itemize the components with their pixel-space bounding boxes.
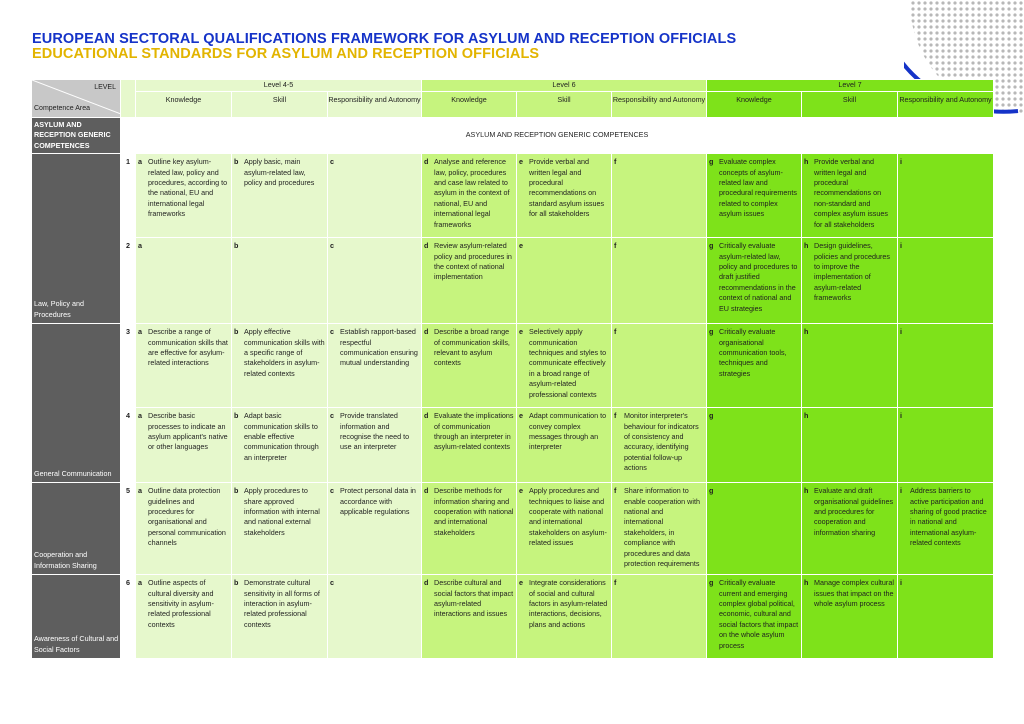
competence-cell bbox=[612, 154, 707, 238]
cell-letter: h bbox=[804, 486, 809, 496]
cell-text: Evaluate and draft organisational guidelines and procedures for cooperation and information sharing bbox=[814, 486, 894, 537]
competence-cell bbox=[802, 238, 898, 324]
competence-cell bbox=[232, 324, 328, 408]
cell-text: Evaluate complex concepts of asylum-related law and procedural requirements related to complex asylum issues bbox=[719, 157, 797, 219]
competence-cell bbox=[707, 408, 802, 483]
competence-cell bbox=[898, 575, 994, 659]
cell-letter: c bbox=[330, 411, 334, 421]
level-header-6: Level 6 bbox=[422, 80, 707, 92]
competence-cell bbox=[612, 324, 707, 408]
cell-text: Describe basic processes to indicate an asylum applicant's native or other languages bbox=[148, 411, 228, 452]
competence-cell bbox=[898, 154, 994, 238]
row-number: 6 bbox=[121, 575, 136, 659]
competence-cell bbox=[707, 483, 802, 575]
cell-letter: d bbox=[424, 327, 429, 337]
row-number: 2 bbox=[121, 238, 136, 324]
cell-text: Design guidelines, policies and procedures to improve the implementation of asylum-related frameworks bbox=[814, 241, 890, 303]
competence-cell bbox=[232, 483, 328, 575]
cell-letter: g bbox=[709, 411, 714, 421]
competence-cell bbox=[898, 408, 994, 483]
cell-text: Review asylum-related policy and procedures in the context of national implementation bbox=[434, 241, 512, 282]
cell-text: Outline aspects of cultural diversity and sensitivity in asylum-related professional contexts bbox=[148, 578, 214, 629]
cell-letter: f bbox=[614, 411, 617, 421]
cell-letter: g bbox=[709, 157, 714, 167]
cell-letter: a bbox=[138, 157, 142, 167]
competence-cell bbox=[802, 575, 898, 659]
cell-text: Critically evaluate organisational communication tools, techniques and strategies bbox=[719, 327, 787, 378]
cell-letter: c bbox=[330, 486, 334, 496]
cell-letter: e bbox=[519, 157, 524, 167]
area-section-header: ASYLUM AND RECEPTION GENERIC COMPETENCES bbox=[32, 118, 121, 154]
cell-text: Critically evaluate current and emerging complex global political, economic, cultural and social factors that impact on the whole asylum process bbox=[719, 578, 799, 650]
competence-cell bbox=[136, 483, 232, 575]
table-row bbox=[32, 324, 994, 408]
competence-area-label: Awareness of Cultural and Social Factors bbox=[34, 634, 119, 654]
cell-letter: a bbox=[138, 327, 142, 337]
cell-text: Outline data protection guidelines and procedures for organisational and personal communication channels bbox=[148, 486, 226, 548]
cell-text: Address barriers to active participation and sharing of good practice in national and international asylum-related contexts bbox=[910, 486, 987, 548]
competence-cell bbox=[517, 238, 612, 324]
competence-cell bbox=[707, 154, 802, 238]
competence-cell bbox=[898, 238, 994, 324]
table-row bbox=[32, 238, 994, 324]
cell-letter: h bbox=[804, 157, 809, 167]
document-subtitle: EDUCATIONAL STANDARDS FOR ASYLUM AND RECEPTION OFFICIALS bbox=[32, 46, 540, 62]
cell-letter: c bbox=[330, 578, 334, 588]
cell-letter: b bbox=[234, 241, 239, 251]
competence-area-cell bbox=[32, 154, 121, 324]
cell-text: Adapt basic communication skills to enable effective communication through an interpreter bbox=[244, 411, 319, 462]
cell-letter: f bbox=[614, 327, 617, 337]
cell-text: Provide verbal and written legal and procedural recommendations on standard asylum issues for all stakeholders bbox=[529, 157, 605, 219]
competence-cell bbox=[422, 238, 517, 324]
competence-area-label: Cooperation and Information Sharing bbox=[34, 550, 97, 570]
cell-letter: f bbox=[614, 578, 617, 588]
competence-cell bbox=[802, 324, 898, 408]
cell-letter: d bbox=[424, 411, 429, 421]
subheader-responsibility: Responsibility and Autonomy bbox=[612, 92, 707, 118]
competence-table bbox=[31, 79, 993, 663]
competence-cell bbox=[136, 324, 232, 408]
cell-letter: f bbox=[614, 241, 617, 251]
cell-text: Evaluate the implications of communication through an interpreter in asylum-related contexts bbox=[434, 411, 514, 452]
competence-cell bbox=[328, 575, 422, 659]
competence-cell bbox=[328, 154, 422, 238]
cell-text: Monitor interpreter's behaviour for indicators of consistency and accuracy, identifying potential follow-up actions bbox=[624, 411, 699, 473]
cell-letter: g bbox=[709, 486, 714, 496]
row-number: 1 bbox=[121, 154, 136, 238]
competence-cell bbox=[802, 154, 898, 238]
competence-area-cell bbox=[32, 483, 121, 575]
cell-text: Apply basic, main asylum-related law, policy and procedures bbox=[244, 157, 315, 188]
competence-cell bbox=[232, 154, 328, 238]
cell-text: Describe cultural and social factors that impact asylum-related interactions and issues bbox=[434, 578, 514, 619]
subheader-responsibility: Responsibility and Autonomy bbox=[898, 92, 994, 118]
cell-text: Analyse and reference law, policy, procedures and case law related to asylum in the context of national, EU and international legal frameworks bbox=[434, 157, 510, 229]
subheader-knowledge: Knowledge bbox=[136, 92, 232, 118]
subheader-knowledge: Knowledge bbox=[707, 92, 802, 118]
cell-text: Apply effective communication skills with a specific range of stakeholders in asylum-related contexts bbox=[244, 327, 325, 378]
competence-cell bbox=[232, 238, 328, 324]
table-corner-header bbox=[32, 80, 121, 118]
cell-letter: e bbox=[519, 327, 524, 337]
cell-letter: b bbox=[234, 411, 239, 421]
cell-text: Provide translated information and recognise the need to use an interpreter bbox=[340, 411, 410, 452]
cell-text: Establish rapport-based respectful communication ensuring mutual understanding bbox=[340, 327, 418, 368]
cell-text: Adapt communication to convey complex messages through an interpreter bbox=[529, 411, 607, 452]
cell-letter: g bbox=[709, 241, 714, 251]
cell-letter: b bbox=[234, 327, 239, 337]
row-number: 3 bbox=[121, 324, 136, 408]
level-header-4-5: Level 4-5 bbox=[136, 80, 422, 92]
cell-letter: a bbox=[138, 578, 142, 588]
competence-cell bbox=[612, 575, 707, 659]
cell-letter: b bbox=[234, 578, 239, 588]
cell-letter: e bbox=[519, 411, 524, 421]
competence-cell bbox=[328, 408, 422, 483]
competence-area-label: Law, Policy and Procedures bbox=[34, 299, 84, 319]
cell-letter: e bbox=[519, 578, 524, 588]
cell-text: Describe a broad range of communication skills, relevant to asylum contexts bbox=[434, 327, 510, 368]
competence-cell bbox=[517, 324, 612, 408]
cell-letter: d bbox=[424, 241, 429, 251]
cell-text: Provide verbal and written legal and procedural recommendations on non-standard and complex asylum issues for all stakeholders bbox=[814, 157, 888, 229]
cell-letter: c bbox=[330, 157, 334, 167]
competence-cell bbox=[422, 324, 517, 408]
subheader-skill: Skill bbox=[802, 92, 898, 118]
cell-letter: a bbox=[138, 486, 142, 496]
cell-letter: d bbox=[424, 157, 429, 167]
cell-letter: i bbox=[900, 578, 903, 588]
competence-area-cell bbox=[32, 575, 121, 659]
cell-text: Apply procedures to share approved information with internal and national external stakeholders bbox=[244, 486, 320, 537]
competence-cell bbox=[422, 483, 517, 575]
competence-cell bbox=[517, 154, 612, 238]
cell-letter: h bbox=[804, 578, 809, 588]
cell-letter: e bbox=[519, 486, 524, 496]
cell-text: Describe a range of communication skills that are effective for asylum-related interactions bbox=[148, 327, 228, 368]
section-title: ASYLUM AND RECEPTION GENERIC COMPETENCES bbox=[121, 118, 994, 154]
cell-letter: a bbox=[138, 241, 142, 251]
cell-letter: b bbox=[234, 157, 239, 167]
cell-letter: g bbox=[709, 578, 714, 588]
competence-cell bbox=[422, 575, 517, 659]
competence-cell bbox=[136, 408, 232, 483]
competence-cell bbox=[517, 408, 612, 483]
competence-cell bbox=[612, 238, 707, 324]
cell-letter: i bbox=[900, 486, 903, 496]
competence-cell bbox=[612, 408, 707, 483]
cell-letter: d bbox=[424, 578, 429, 588]
competence-cell bbox=[232, 575, 328, 659]
table-row bbox=[32, 154, 994, 238]
subheader-skill: Skill bbox=[517, 92, 612, 118]
cell-letter: i bbox=[900, 157, 903, 167]
cell-text: Protect personal data in accordance with applicable regulations bbox=[340, 486, 416, 517]
competence-cell bbox=[898, 483, 994, 575]
table-row bbox=[32, 408, 994, 483]
cell-letter: d bbox=[424, 486, 429, 496]
cell-letter: a bbox=[138, 411, 142, 421]
row-number: 5 bbox=[121, 483, 136, 575]
cell-letter: h bbox=[804, 327, 809, 337]
competence-cell bbox=[898, 324, 994, 408]
competence-cell bbox=[328, 483, 422, 575]
competence-cell bbox=[802, 408, 898, 483]
cell-text: Outline key asylum-related law, policy and procedures, according to the national, EU and international legal frameworks bbox=[148, 157, 228, 219]
cell-letter: i bbox=[900, 327, 903, 337]
competence-cell bbox=[517, 483, 612, 575]
level-header-7: Level 7 bbox=[707, 80, 994, 92]
cell-letter: f bbox=[614, 486, 617, 496]
cell-letter: h bbox=[804, 241, 809, 251]
competence-cell bbox=[612, 483, 707, 575]
cell-letter: b bbox=[234, 486, 239, 496]
competence-cell bbox=[136, 154, 232, 238]
subheader-responsibility: Responsibility and Autonomy bbox=[328, 92, 422, 118]
document-title: EUROPEAN SECTORAL QUALIFICATIONS FRAMEWORK FOR ASYLUM AND RECEPTION OFFICIALS bbox=[32, 31, 737, 47]
cell-letter: c bbox=[330, 327, 334, 337]
cell-text: Demonstrate cultural sensitivity in all forms of interaction in asylum-related professional contexts bbox=[244, 578, 320, 629]
cell-text: Critically evaluate asylum-related law, policy and procedures to draft justified recommendations in the context of national and EU strategies bbox=[719, 241, 798, 313]
table-row bbox=[32, 483, 994, 575]
cell-text: Apply procedures and techniques to liaise and cooperate with national and international stakeholders on asylum-related issues bbox=[529, 486, 607, 548]
num-column-header bbox=[121, 80, 136, 118]
cell-letter: g bbox=[709, 327, 714, 337]
competence-cell bbox=[707, 575, 802, 659]
cell-letter: i bbox=[900, 241, 903, 251]
cell-text: Selectively apply communication techniques and styles to communicate effectively in a broad range of asylum-related professional contexts bbox=[529, 327, 607, 399]
competence-cell bbox=[328, 238, 422, 324]
subheader-knowledge: Knowledge bbox=[422, 92, 517, 118]
competence-cell bbox=[707, 324, 802, 408]
cell-letter: f bbox=[614, 157, 617, 167]
cell-text: Integrate considerations of social and cultural factors in asylum-related interactions, decisions, plans and actions bbox=[529, 578, 608, 629]
competence-cell bbox=[328, 324, 422, 408]
cell-text: Share information to enable cooperation with national and international stakeholders, in compliance with procedures and data protection requirements bbox=[624, 486, 700, 569]
subheader-skill: Skill bbox=[232, 92, 328, 118]
competence-cell bbox=[707, 238, 802, 324]
competence-cell bbox=[422, 154, 517, 238]
cell-text: Describe methods for information sharing and cooperation with national and international stakeholders bbox=[434, 486, 514, 537]
competence-area-label: General Communication bbox=[34, 468, 112, 478]
competence-cell bbox=[232, 408, 328, 483]
competence-cell bbox=[136, 575, 232, 659]
competence-cell bbox=[802, 483, 898, 575]
cell-letter: e bbox=[519, 241, 524, 251]
cell-letter: h bbox=[804, 411, 809, 421]
competence-cell bbox=[517, 575, 612, 659]
competence-area-cell bbox=[32, 324, 121, 483]
competence-cell bbox=[422, 408, 517, 483]
cell-letter: c bbox=[330, 241, 334, 251]
competence-cell bbox=[136, 238, 232, 324]
row-number: 4 bbox=[121, 408, 136, 483]
cell-text: Manage complex cultural issues that impact on the whole asylum process bbox=[814, 578, 894, 609]
table-row bbox=[32, 575, 994, 659]
corner-level-label: LEVEL bbox=[94, 84, 116, 91]
cell-letter: i bbox=[900, 411, 903, 421]
corner-area-label: Competence Area bbox=[34, 104, 91, 112]
